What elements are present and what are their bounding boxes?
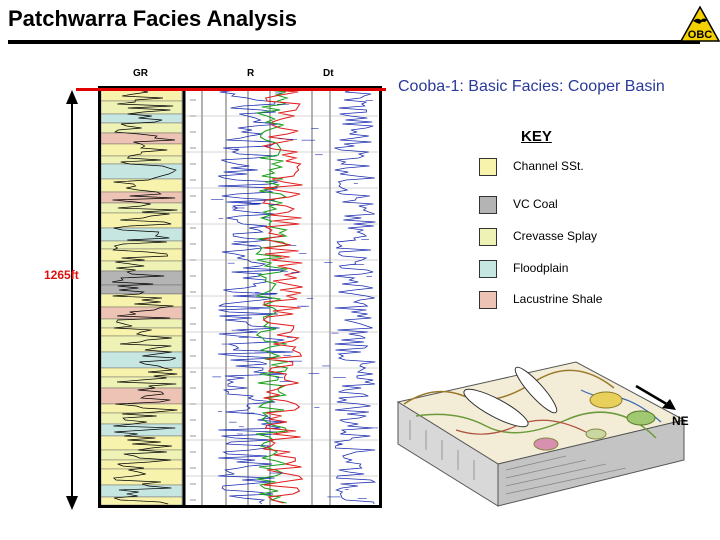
r-track-label: R [247,68,255,79]
title-rule [8,40,700,44]
key-label: Lacustrine Shale [513,292,603,306]
direction-arrow-icon [634,384,678,412]
page-title: Patchwarra Facies Analysis [8,6,298,31]
facies-bed [101,413,182,424]
thickness-arrow [58,90,88,510]
fluvial-block-diagram [396,360,686,510]
facies-bed [101,144,182,156]
facies-bed [101,469,182,485]
facies-bed [101,133,182,144]
facies-bed [101,271,182,285]
facies-bed [101,404,182,413]
facies-bed [101,450,182,460]
key-swatch [479,158,497,176]
well-log-panel [98,86,382,508]
obc-logo-icon [680,6,720,42]
key-swatch [479,291,497,309]
top-marker-line [76,88,386,91]
facies-bed [101,156,182,164]
facies-bed [101,319,182,328]
facies-bed [101,203,182,213]
well-subtitle: Cooba-1: Basic Facies: Cooper Basin [398,78,665,95]
gr-track-label: GR [133,68,148,79]
key-swatch [479,228,497,246]
dt-track-label: Dt [323,68,334,79]
key-swatch [479,260,497,278]
key-item-channel-sst [479,158,679,178]
key-title: KEY [521,128,552,145]
facies-bed [101,241,182,249]
key-item-crevasse-splay [479,228,679,248]
facies-bed [101,485,182,497]
direction-label: NE [672,414,689,428]
svg-text:OBC: OBC [687,29,713,41]
key-item-floodplain [479,260,679,280]
key-label: Channel SSt. [513,159,584,173]
key-label: Crevasse Splay [513,229,598,243]
key-label: Floodplain [513,261,569,275]
key-swatch [479,196,497,214]
key-label: VC Coal [513,197,558,211]
facies-bed [101,164,182,179]
facies-bed [101,249,182,261]
key-item-lacustrine-shale [479,291,679,311]
key-item-vc-coal [479,196,679,216]
thickness-label: 1265ft [44,268,79,282]
